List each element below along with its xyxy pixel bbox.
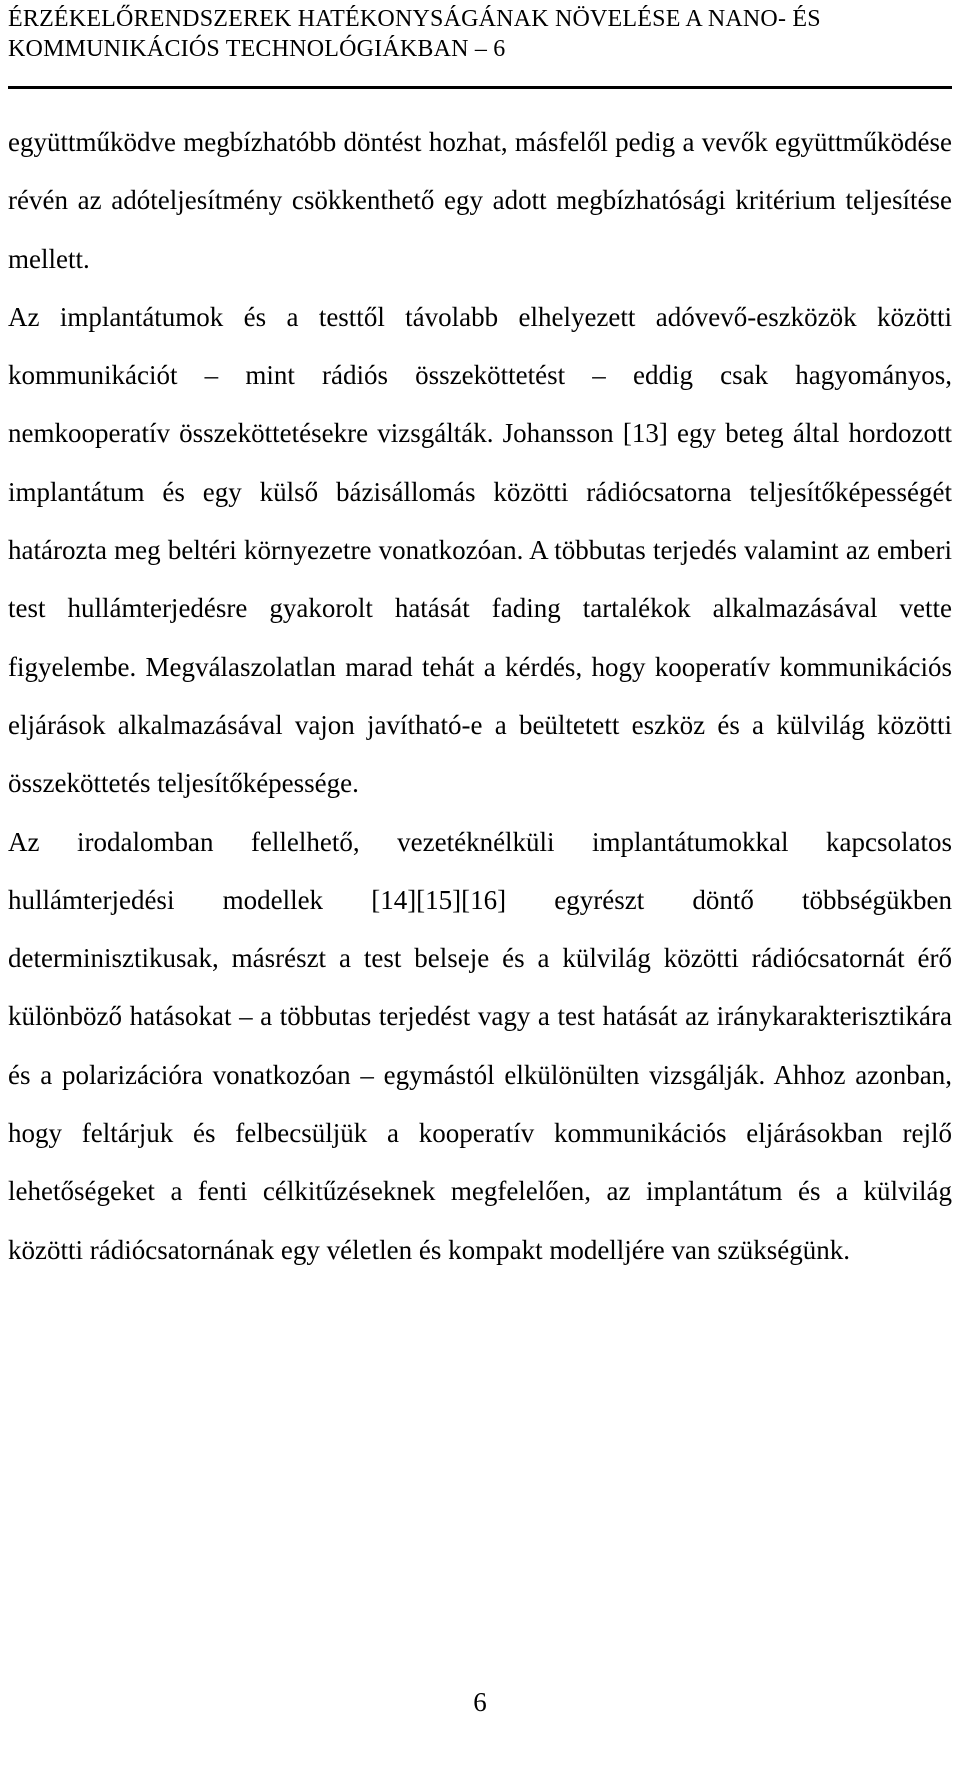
running-header [8,4,952,64]
running-header-line-1: ÉRZÉKELŐRENDSZEREK HATÉKONYSÁGÁNAK NÖVELÉSE A NANO- ÉS [8,6,821,32]
paragraph-3: Az irodalomban fellelhető, vezetéknélküli implantátumokkal kapcsolatos hullámterjedési modellek [14][15][16] egyrészt döntő többségükben determinisztikusak, másrészt a test belseje és a külvilág közötti rádiócsatornát érő különböző hatásokat – a többutas terjedést vagy a test hatását az iránykarakterisztikára és a polarizációra vonatkozóan – egymástól elkülönülten vizsgálják. Ahhoz azonban, hogy feltárjuk és felbecsüljük a kooperatív kommunikációs eljárásokban rejlő lehetőségeket a fenti célkitűzéseknek megfelelően, az implantátum és a külvilág közötti rádiócsatornának egy véletlen és kompakt modelljére van szükségünk. [8,826,952,1265]
running-header-line-2: KOMMUNIKÁCIÓS TECHNOLÓGIÁKBAN – 6 [8,36,506,62]
paragraph-1: együttműködve megbízhatóbb döntést hozhat, másfelől pedig a vevők együttműködése révén az adóteljesítmény csökkenthető egy adott megbízhatósági kritérium teljesítése mellett. [8,127,952,274]
page-number: 6 [473,1687,487,1717]
header-divider [8,86,952,89]
body-text [8,113,952,1279]
paragraph-2: Az implantátumok és a testtől távolabb elhelyezett adóvevő-eszközök közötti kommunikációt – mint rádiós összeköttetést – eddig csak hagyományos, nemkooperatív összeköttetésekre vizsgálták. Johansson [13] egy beteg által hordozott implantátum és egy külső bázisállomás közötti rádiócsatorna teljesítőképességét határozta meg beltéri környezetre vonatkozóan. A többutas terjedés valamint az emberi test hullámterjedésre gyakorolt hatását fading tartalékok alkalmazásával vette figyelembe. Megválaszolatlan marad tehát a kérdés, hogy kooperatív kommunikációs eljárások alkalmazásával vajon javítható-e a beültetett eszköz és a külvilág közötti összeköttetés teljesítőképessége. [8,301,952,799]
